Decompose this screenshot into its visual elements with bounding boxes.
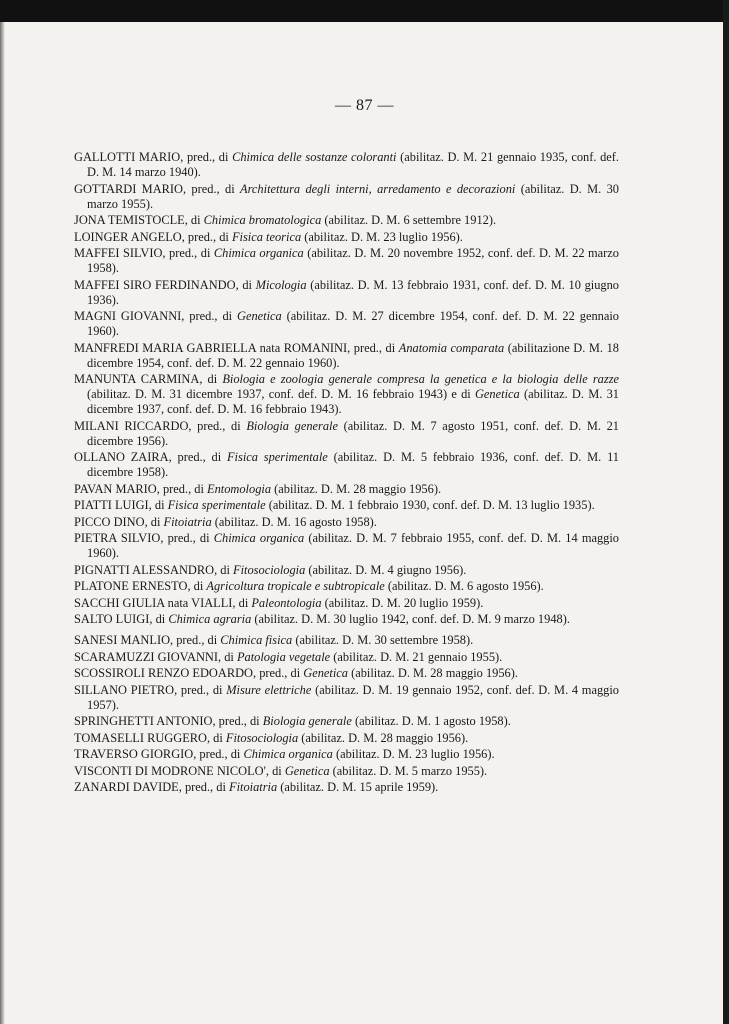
entry-milani: MILANI RICCARDO, pred., di Biologia generale (abilitaz. D. M. 7 agosto 1951, conf. def. D. M. 21 dicembre 1956). — [74, 418, 620, 448]
entry-subject: Fisica sperimentale — [226, 450, 328, 464]
entry-subject: Micologia — [255, 277, 307, 292]
entry-gottardi: GOTTARDI MARIO, pred., di Architettura degli interni, arredamento e decorazioni (abilitaz. D. M. 30 marzo 1955). — [74, 181, 619, 211]
entry-jona: JONA TEMISTOCLE, di Chimica bromatologica (abilitaz. D. M. 6 settembre 1912). — [74, 213, 497, 227]
entry-maffei-silvio: MAFFEI SILVIO, pred., di Chimica organica (abilitaz. D. M. 20 novembre 1952, conf. def. D. M. 22 marzo 1958). — [74, 246, 619, 275]
entry-loinger: LOINGER ANGELO, pred., di Fisica teorica (abilitaz. D. M. 23 luglio 1956). — [74, 229, 463, 244]
entry-name: TOMASELLI RUGGERO — [74, 730, 207, 745]
entry-name: MANUNTA CARMINA — [74, 372, 200, 386]
entry-subject: Fisica sperimentale — [167, 498, 266, 512]
entry-springhetti: SPRINGHETTI ANTONIO, pred., di Biologia generale (abilitaz. D. M. 1 agosto 1958). — [74, 714, 511, 728]
entry-subject: Anatomia comparata — [398, 340, 505, 355]
entry-name: MAFFEI SIRO FERDINANDO — [74, 277, 236, 292]
entry-subject: Misure elettriche — [226, 682, 312, 697]
entry-name: PIETRA SILVIO — [74, 531, 161, 545]
entry-list — [74, 150, 619, 797]
entry-visconti: VISCONTI DI MODRONE NICOLO', di Genetica (abilitaz. D. M. 5 marzo 1955). — [74, 763, 488, 778]
entry-name: SALTO LUIGI — [74, 612, 150, 626]
entry-subject: Fitosociologia — [233, 562, 306, 577]
entry-subject: Paleontologia — [251, 595, 322, 610]
entry-subject: Entomologia — [207, 481, 272, 496]
entry-maffei-siro: MAFFEI SIRO FERDINANDO, di Micologia (abilitaz. D. M. 13 febbraio 1931, conf. def. D. M. 10 giugno 1936). — [74, 277, 619, 307]
entry-subject: Patologia vegetale — [236, 649, 331, 664]
entry-subject-secondary: Genetica — [474, 387, 520, 401]
entry-scossiroli: SCOSSIROLI RENZO EDOARDO, pred., di Genetica (abilitaz. D. M. 28 maggio 1956). — [74, 666, 518, 680]
entry-name: PAVAN MARIO — [74, 481, 157, 496]
entry-name: SACCHI GIULIA nata VIALLI — [74, 595, 233, 610]
entry-subject: Genetica — [284, 763, 330, 778]
entry-name: MAGNI GIOVANNI — [74, 309, 182, 323]
entry-name: SCOSSIROLI RENZO EDOARDO — [74, 666, 253, 680]
entry-subject: Chimica organica — [213, 531, 305, 545]
entry-subject: Biologia generale — [262, 714, 352, 728]
entry-manunta: MANUNTA CARMINA, di Biologia e zoologia generale compresa la genetica e la biologia delle razze (abilitaz. D. M. 31 dicembre 1937, conf. def. D. M. 16 febbraio 1943) e di Genetica (abilitaz. D. M. 31 dicembre 1937, conf. def. D. M. 16 febbraio 1943). — [74, 372, 620, 416]
entry-subject: Chimica fisica — [220, 633, 293, 647]
entry-name: MILANI RICCARDO — [74, 418, 189, 433]
entry-traverso: TRAVERSO GIORGIO, pred., di Chimica organica (abilitaz. D. M. 23 luglio 1956). — [74, 747, 495, 761]
entry-gallotti: GALLOTTI MARIO, pred., di Chimica delle sostanze coloranti (abilitaz. D. M. 21 gennaio 1935, conf. def. D. M. 14 marzo 1940). — [74, 150, 619, 179]
entry-subject: Agricoltura tropicale e subtropicale — [206, 579, 385, 593]
entry-name: SPRINGHETTI ANTONIO — [74, 714, 213, 728]
page-number: — 87 — — [335, 97, 394, 114]
entry-subject: Chimica organica — [243, 747, 333, 761]
entry-subject: Fitosociologia — [225, 730, 299, 745]
entry-name: GOTTARDI MARIO — [74, 181, 183, 196]
entry-subject: Chimica delle sostanze coloranti — [232, 150, 397, 164]
entry-name: OLLANO ZAIRA — [74, 450, 169, 464]
entry-name: JONA TEMISTOCLE — [74, 213, 185, 227]
entry-platone: PLATONE ERNESTO, di Agricoltura tropicale e subtropicale (abilitaz. D. M. 6 agosto 1956). — [74, 579, 544, 593]
entry-sanesi: SANESI MANLIO, pred., di Chimica fisica (abilitaz. D. M. 30 settembre 1958). — [74, 633, 474, 647]
entry-subject: Architettura degli interni, arredamento e decorazioni — [240, 181, 516, 196]
entry-name: PICCO DINO — [74, 514, 145, 529]
entry-name: LOINGER ANGELO — [74, 229, 182, 244]
entry-name: PIATTI LUIGI — [74, 498, 149, 512]
entry-name: SANESI MANLIO — [74, 633, 171, 647]
entry-name: GALLOTTI MARIO — [74, 150, 181, 164]
entry-name: VISCONTI DI MODRONE NICOLO' — [74, 763, 266, 778]
entry-zanardi: ZANARDI DAVIDE, pred., di Fitoiatria (abilitaz. D. M. 15 aprile 1959). — [74, 780, 439, 794]
entry-subject: Biologia generale — [246, 418, 339, 433]
entry-name: MANFREDI MARIA GABRIELLA nata ROMANINI — [74, 340, 348, 355]
scan-left-edge — [0, 22, 5, 1024]
entry-piatti: PIATTI LUIGI, di Fisica sperimentale (abilitaz. D. M. 1 febbraio 1930, conf. def. D. M. 13 luglio 1935). — [74, 498, 595, 512]
entry-picco: PICCO DINO, di Fitoiatria (abilitaz. D. M. 16 agosto 1958). — [74, 514, 377, 529]
entry-subject: Genetica — [303, 666, 348, 680]
entry-ollano: OLLANO ZAIRA, pred., di Fisica sperimentale (abilitaz. D. M. 5 febbraio 1936, conf. def. D. M. 11 dicembre 1958). — [74, 450, 620, 479]
entry-name: SCARAMUZZI GIOVANNI — [74, 649, 218, 664]
entry-name: SILLANO PIETRO — [74, 682, 175, 697]
entry-name: TRAVERSO GIORGIO — [74, 747, 194, 761]
entry-name: PIGNATTI ALESSANDRO — [74, 562, 215, 577]
scan-right-border — [723, 0, 729, 1024]
entry-pavan: PAVAN MARIO, pred., di Entomologia (abilitaz. D. M. 28 maggio 1956). — [74, 481, 442, 496]
entry-magni: MAGNI GIOVANNI, pred., di Genetica (abilitaz. D. M. 27 dicembre 1954, conf. def. D. M. 22 gennaio 1960). — [74, 309, 619, 338]
entry-subject: Fisica teorica — [231, 229, 302, 244]
entry-subject: Genetica — [237, 309, 282, 323]
entry-sillano: SILLANO PIETRO, pred., di Misure elettriche (abilitaz. D. M. 19 gennaio 1952, conf. def. D. M. 4 maggio 1957). — [74, 682, 619, 712]
entry-name: ZANARDI DAVIDE — [74, 780, 179, 794]
entry-subject: Chimica agraria — [168, 612, 252, 626]
entry-pietra: PIETRA SILVIO, pred., di Chimica organica (abilitaz. D. M. 7 febbraio 1955, conf. def. D. M. 14 maggio 1960). — [74, 531, 619, 560]
entry-subject: Biologia e zoologia generale compresa la genetica e la biologia delle razze — [222, 372, 620, 386]
entry-scaramuzzi: SCARAMUZZI GIOVANNI, di Patologia vegetale (abilitaz. D. M. 21 gennaio 1955). — [74, 649, 503, 664]
entry-name: PLATONE ERNESTO — [74, 579, 188, 593]
entry-tomaselli: TOMASELLI RUGGERO, di Fitosociologia (abilitaz. D. M. 28 maggio 1956). — [74, 730, 469, 745]
entry-pignatti: PIGNATTI ALESSANDRO, di Fitosociologia (abilitaz. D. M. 4 giugno 1956). — [74, 562, 467, 577]
entry-subject: Fitoiatria — [229, 780, 278, 794]
entry-salto: SALTO LUIGI, di Chimica agraria (abilitaz. D. M. 30 luglio 1942, conf. def. D. M. 9 marzo 1948). — [74, 612, 570, 626]
scan-top-border — [0, 0, 729, 22]
entry-manfredi: MANFREDI MARIA GABRIELLA nata ROMANINI, pred., di Anatomia comparata (abilitazione D. M. 18 dicembre 1954, conf. def. D. M. 22 gennaio 1960). — [74, 340, 619, 370]
entry-sacchi: SACCHI GIULIA nata VIALLI, di Paleontologia (abilitaz. D. M. 20 luglio 1959). — [74, 595, 484, 610]
entry-name: MAFFEI SILVIO — [74, 246, 163, 260]
entry-subject: Chimica organica — [213, 246, 304, 260]
entry-subject: Chimica bromatologica — [203, 213, 322, 227]
entry-subject: Fitoiatria — [163, 514, 212, 529]
